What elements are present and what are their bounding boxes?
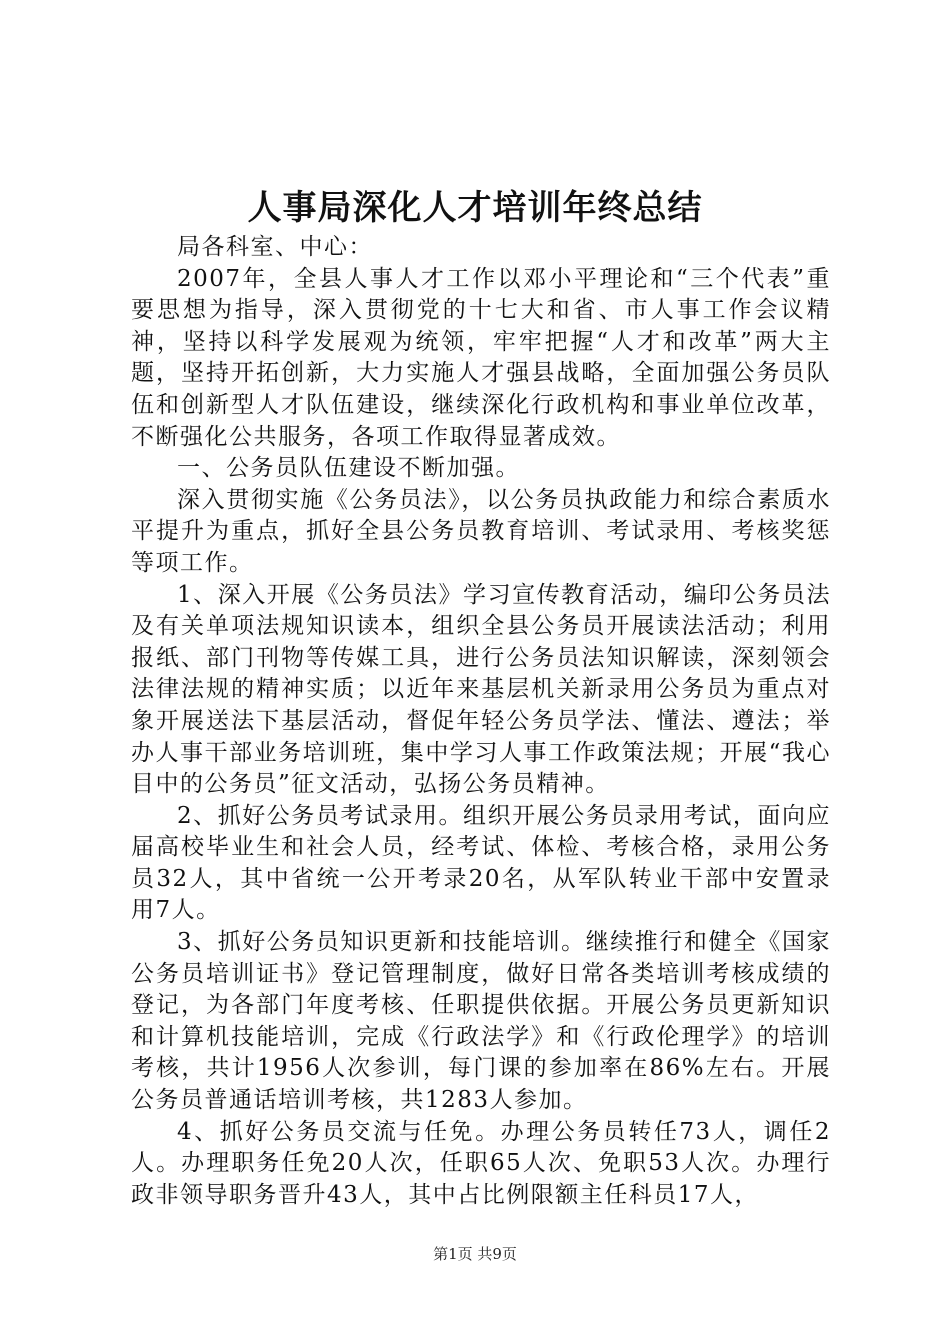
intro-paragraph: 2007年，全县人事人才工作以邓小平理论和“三个代表”重要思想为指导，深入贯彻党的十七大和省、市人事工作会议精神，坚持以科学发展观为统领，牢牢把握“人才和改革”两大主题，坚持开拓创新，大力实施人才强县战略，全面加强公务员队伍和创新型人才队伍建设，继续深化行政机构和事业单位改革，不断强化公共服务，各项工作取得显著成效。 xyxy=(131,265,831,450)
item-3-paragraph: 3、抓好公务员知识更新和技能培训。继续推行和健全《国家公务员培训证书》登记管理制度，做好日常各类培训考核成绩的登记，为各部门年度考核、任职提供依据。开展公务员更新知识和计算机技能培训，完成《行政法学》和《行政伦理学》的培训考核，共计1956人次参训，每门课的参加率在86%左右。开展公务员普通话培训考核，共1283人参加。 xyxy=(131,929,831,1114)
document-title: 人事局深化人才培训年终总结 xyxy=(247,188,703,228)
section-intro-paragraph: 深入贯彻实施《公务员法》，以公务员执政能力和综合素质水平提升为重点，抓好全县公务员教育培训、考试录用、考核奖惩等项工作。 xyxy=(131,486,831,576)
item-2-paragraph: 2、抓好公务员考试录用。组织开展公务员录用考试，面向应届高校毕业生和社会人员，经考试、体检、考核合格，录用公务员32人，其中省统一公开考录20名，从军队转业干部中安置录用7人。 xyxy=(131,802,831,924)
page-number-footer: 第1页 共9页 xyxy=(433,1245,517,1263)
salutation: 局各科室、中心： xyxy=(177,234,373,260)
document-body xyxy=(131,232,831,1211)
item-4-paragraph: 4、抓好公务员交流与任免。办理公务员转任73人，调任2人。办理职务任免20人次，任职65人次、免职53人次。办理行政非领导职务晋升43人，其中占比例限额主任科员17人， xyxy=(131,1118,831,1208)
section-heading: 一、公务员队伍建设不断加强。 xyxy=(177,455,520,482)
item-1-paragraph: 1、深入开展《公务员法》学习宣传教育活动，编印公务员法及有关单项法规知识读本，组织全县公务员开展读法活动；利用报纸、部门刊物等传媒工具，进行公务员法知识解读，深刻领会法律法规的精神实质；以近年来基层机关新录用公务员为重点对象开展送法下基层活动，督促年轻公务员学法、懂法、遵法；举办人事干部业务培训班，集中学习人事工作政策法规；开展“我心目中的公务员”征文活动，弘扬公务员精神。 xyxy=(131,581,831,798)
